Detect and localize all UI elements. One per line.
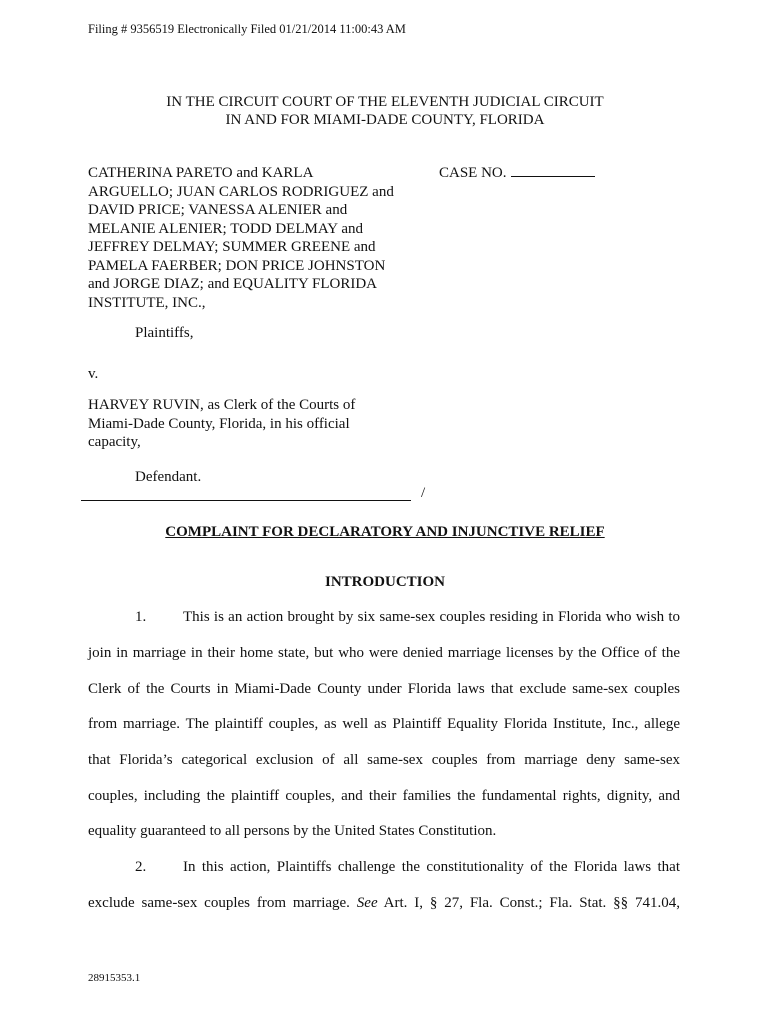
complaint-title: COMPLAINT FOR DECLARATORY AND INJUNCTIVE RELIEF [165,524,605,540]
plaintiffs-label: Plaintiffs, [135,325,194,341]
plaintiffs-caption-line: INSTITUTE, INC., [88,294,206,311]
versus-label: v. [88,366,99,382]
plaintiffs-caption-line: CATHERINA PARETO and KARLA [88,165,314,181]
plaintiffs-caption-line: PAMELA FAERBER; DON PRICE JOHNSTON [88,257,386,274]
court-name-line-2: IN AND FOR MIAMI-DADE COUNTY, FLORIDA [225,112,545,128]
filing-header: Filing # 9356519 Electronically Filed 01/21/2014 11:00:43 AM [88,22,406,36]
paragraph-1-line: Clerk of the Courts in Miami-Dade County under Florida laws that exclude same-sex couples [88,681,680,697]
paragraph-2-line: In this action, Plaintiffs challenge the constitutionality of the Florida laws that [183,859,680,875]
section-heading: INTRODUCTION [324,574,445,590]
paragraph-2-citation-signal: See [356,895,378,911]
paragraph-2-text: exclude same-sex couples from marriage. [88,895,357,911]
paragraph-1-number: 1. [135,609,147,625]
court-name-line-1: IN THE CIRCUIT COURT OF THE ELEVENTH JUDICIAL CIRCUIT [166,94,604,110]
plaintiffs-caption-line: JEFFREY DELMAY; SUMMER GREENE and [88,239,376,255]
defendant-caption-line: HARVEY RUVIN, as Clerk of the Courts of [88,397,356,413]
plaintiffs-caption-line: MELANIE ALENIER; TODD DELMAY and [88,220,363,237]
plaintiffs-caption-line: DAVID PRICE; VANESSA ALENIER and [88,202,348,218]
paragraph-1-line: This is an action brought by six same-sex couples residing in Florida who wish to [183,609,680,625]
defendant-label: Defendant. [135,469,202,485]
paragraph-2-line [88,895,680,912]
document-id: 28915353.1 [88,972,141,984]
paragraph-1-line: that Florida’s categorical exclusion of all same-sex couples from marriage deny same-sex [88,752,680,768]
caption-divider-line [81,500,411,501]
paragraph-1-line: equality guaranteed to all persons by the United States Constitution. [88,823,497,839]
paragraph-1-line: join in marriage in their home state, but who were denied marriage licenses by the Office of the [88,645,680,661]
case-number [439,164,595,182]
paragraph-1-line: from marriage. The plaintiff couples, as well as Plaintiff Equality Florida Institute, Inc., allege [88,716,680,732]
defendant-caption [88,396,355,452]
plaintiffs-caption-line: ARGUELLO; JUAN CARLOS RODRIGUEZ and [88,183,394,200]
paragraph-2-citation: Art. I, § 27, Fla. Const.; Fla. Stat. §§ 741.04, [377,895,680,911]
paragraph-2-number: 2. [135,859,147,875]
case-number-blank [511,164,595,177]
plaintiffs-caption [88,164,394,312]
caption-slash: / [421,485,426,501]
paragraph-1-line: couples, including the plaintiff couples, and their families the fundamental rights, dignity, and [88,788,680,804]
defendant-caption-line: capacity, [88,434,141,450]
case-number-label: CASE NO. [439,165,507,181]
defendant-caption-line: Miami-Dade County, Florida, in his official [88,415,350,432]
plaintiffs-caption-line: and JORGE DIAZ; and EQUALITY FLORIDA [88,276,377,292]
